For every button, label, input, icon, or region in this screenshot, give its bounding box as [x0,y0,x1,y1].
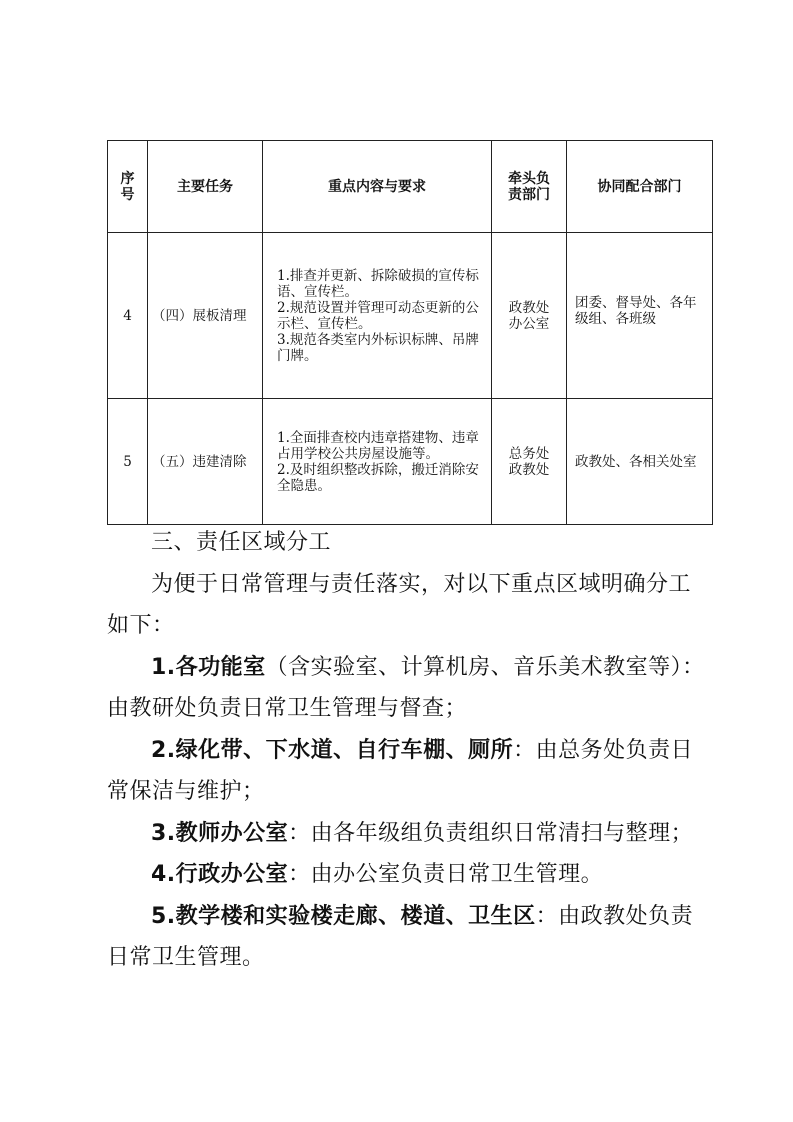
area-item [107,813,712,855]
row-lead: 政教处办公室 [492,233,567,399]
table-row [108,233,713,399]
content-item: 1.排查并更新、拆除破损的宣传标语、宣传栏。 [277,267,479,300]
area-text: ：由政教处负责日常卫生管理。 [107,903,694,970]
row-task: （四）展板清理 [148,233,263,399]
area-text: ：由总务处负责日常保洁与维护； [107,737,694,804]
header-no: 序号 [108,141,148,233]
section-body [107,522,712,979]
area-label: 3.教师办公室 [151,820,289,846]
content-item: 1.全面排查校内违章搭建物、违章占用学校公共房屋设施等。 [277,429,479,462]
area-label: 5.教学楼和实验楼走廊、楼道、卫生区 [151,903,536,929]
row-assist: 政教处、各相关处室 [567,399,713,525]
header-content: 重点内容与要求 [263,141,492,233]
area-label: 1.各功能室 [151,654,266,680]
table-header-row [108,141,713,233]
content-item: 2.及时组织整改拆除，搬迁消除安全隐患。 [277,461,479,494]
content-item: 2.规范设置并管理可动态更新的公示栏、宣传栏。 [277,299,479,332]
area-text: （含实验室、计算机房、音乐美术教室等）：由教研处负责日常卫生管理与督查； [107,654,705,721]
row-content [263,233,492,399]
area-text: ：由办公室负责日常卫生管理。 [288,862,604,887]
header-lead: 牵头负责部门 [492,141,567,233]
table-row [108,399,713,525]
row-no: 5 [108,399,148,525]
section-intro: 为便于日常管理与责任落实，对以下重点区域明确分工如下： [107,571,692,638]
header-task: 主要任务 [148,141,263,233]
area-text: ：由各年级组负责组织日常清扫与整理； [288,820,694,846]
row-task: （五）违建清除 [148,399,263,525]
task-table [107,140,713,525]
content-item: 3.规范各类室内外标识标牌、吊牌门牌。 [277,331,479,364]
area-label: 4.行政办公室 [151,862,289,887]
area-item [107,896,712,979]
area-item [107,730,712,813]
header-assist: 协同配合部门 [567,141,713,233]
row-lead: 总务处政教处 [492,399,567,525]
row-assist: 团委、督导处、各年级组、各班级 [567,233,713,399]
row-content [263,399,492,525]
row-no: 4 [108,233,148,399]
area-item [107,647,712,730]
area-item [107,854,712,896]
section-heading: 三、责任区域分工 [151,530,332,555]
area-label: 2.绿化带、下水道、自行车棚、厕所 [151,737,514,763]
